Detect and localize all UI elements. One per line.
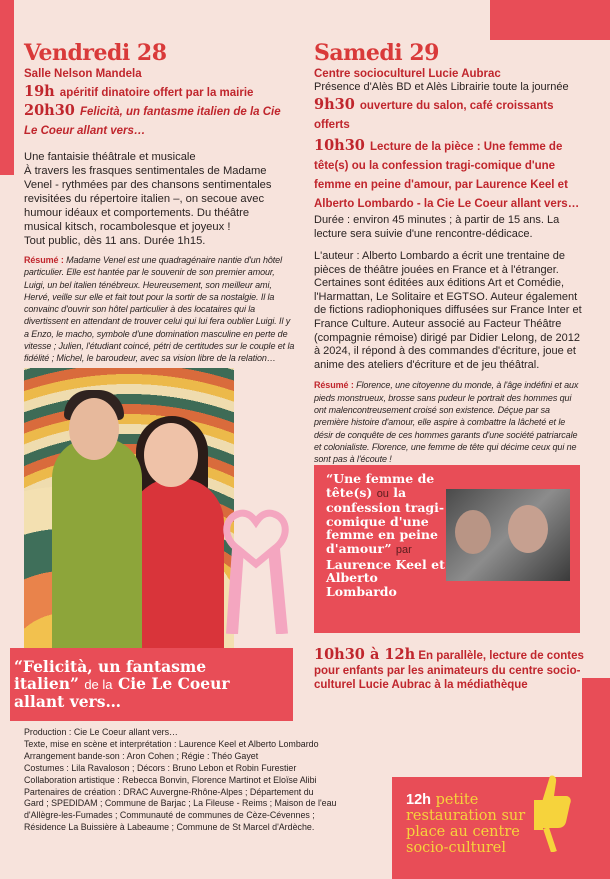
left-edge-band: [0, 0, 14, 175]
presence-line: Présence d'Alès BD et Alès Librairie toute la journée: [314, 81, 569, 93]
show-time: 20h30: [24, 102, 75, 119]
quote-authors: Laurence Keel et Alberto Lombardo: [326, 556, 445, 599]
heart-hands-icon: [218, 494, 296, 634]
resume-text: Florence, une citoyenne du monde, à l'âge indéfini et aux pieds monstrueux, brosse sans pudeur le portrait des hommes qui ont malencontreusement croisé son existence. Déçue par sa première histoire d'amour, elle aspire à combattre la lâcheté et le désir de conquête de ces hommes garants d'une société patriarcale et colonialiste. Florence, une femme de tête qui décime ceux qui ne sont pas à l'écoute !: [314, 380, 579, 465]
quote-title: “Une femme de tête(s): [326, 471, 435, 500]
reading-line: [314, 137, 584, 213]
caption-company: Cie Le Coeur allant vers…: [14, 674, 230, 711]
opening-line: [314, 96, 584, 134]
description-line: Venel - rythmées par des chansons sentimentales: [24, 179, 272, 191]
credits-block: [24, 727, 337, 834]
parallel-line: [314, 648, 584, 693]
aperitif-text: apéritif dinatoire offert par la mairie: [59, 87, 254, 99]
description-line: Tout public, dès 11 ans. Durée 1h15.: [24, 235, 206, 247]
actress-figure: [129, 478, 224, 648]
description-line: humour idéaux et comportements. Du théâtre: [24, 207, 250, 219]
lunch-text: petite restauration sur place au centre socio-culturel: [406, 792, 526, 856]
reading-title: Lecture de la pièce : Une femme de tête(s) ou la confession tragi-comique d'une femme en peine d'amour, par Laurence Keel et Alberto Lombardo - la Cie Le Coeur allant vers…: [314, 141, 580, 210]
day-title-saturday: Samedi 29: [314, 40, 439, 66]
reading-time: 10h30: [314, 137, 365, 154]
actor-face: [69, 398, 119, 460]
credit-line: Gard ; SPEDIDAM ; Commune de Barjac ; La Fileuse - Reims ; Maison de l'eau: [24, 798, 337, 809]
credit-line: Costumes : Lila Ravaloson ; Décors : Bruno Lebon et Robin Furestier: [24, 762, 297, 773]
resume-friday: [24, 254, 296, 365]
resume-saturday: [314, 379, 584, 465]
parallel-time: 10h30 à 12h: [314, 646, 416, 663]
show-photo: [24, 368, 234, 648]
show-caption: [14, 658, 264, 710]
credit-line: Résidence La Buissière à Labeaume ; Commune de St Marcel d'Ardèche.: [24, 822, 315, 833]
credit-line: Partenaires de création : DRAC Auvergne-Rhône-Alpes ; Département du: [24, 786, 314, 797]
resume-label: Résumé :: [24, 255, 64, 265]
reading-info: Durée : environ 45 minutes ; à partir de 15 ans. La lecture sera suivie d'une rencontre-dédicace.: [314, 214, 560, 240]
credit-line: Arrangement bande-son : Aron Cohen ; Régie : Théo Gayet: [24, 750, 259, 761]
actor-figure: [52, 438, 142, 648]
top-right-band: [490, 0, 610, 40]
opening-time: 9h30: [314, 96, 355, 113]
credit-line: Production : Cie Le Coeur allant vers…: [24, 727, 178, 737]
saturday-column: [314, 40, 584, 465]
venue-saturday: Centre socioculturel Lucie Aubrac: [314, 68, 501, 80]
description-line: À travers les frasques sentimentales de Madame: [24, 165, 267, 177]
reading-quote: [326, 472, 446, 598]
credit-line: Collaboration artistique : Rebecca Bonvin, Florence Martinot et Eloïse Alibi: [24, 774, 317, 785]
show-title: Felicità, un fantasme italien de la Cie Le Coeur allant vers…: [24, 106, 281, 137]
quote-ou: ou: [376, 487, 389, 500]
opening-text: ouverture du salon, café croissants offerts: [314, 100, 554, 131]
show-description: [24, 150, 296, 248]
quote-rest: la confession tragi-comique d'une femme en peine d'amour”: [326, 484, 445, 556]
show-line: [24, 102, 296, 140]
author-face-2: [508, 505, 548, 553]
day-title-friday: Vendredi 28: [24, 40, 167, 66]
aperitif-time: 19h: [24, 83, 55, 100]
caption-title: “Felicità, un fantasme italien”: [14, 657, 207, 693]
credit-line: d'Allègre-les-Fumades ; Communauté de communes de Cèze-Cévennes ;: [24, 810, 315, 821]
author-bio: L'auteur : Alberto Lombardo a écrit une trentaine de pièces de théâtre jouées en France et à l'étranger. Certaines sont éditées aux éditions Art et Comédie, l'Harmattan, Le Solitaire et EGTSO. Auteur également de fictions radiophoniques diffusées sur France Inter et France Culture. Auteur associé au Facteur Théâtre (compagnie rémoise) dirigé par Didier Lelong, de 2012 à 2024, il répond à des commandes d'écriture, joue et anime des ateliers d'écriture et de jeu théâtral.: [314, 250, 582, 371]
resume-label: Résumé :: [314, 380, 354, 391]
quote-par: par: [395, 543, 412, 556]
credit-line: Texte, mise en scène et interprétation : Laurence Keel et Alberto Lombardo: [24, 738, 319, 749]
aperitif-line: [24, 83, 296, 102]
lunch-time: 12h: [406, 792, 431, 808]
description-line: musical kitsch, rocambolesque et joyeux !: [24, 221, 231, 233]
venue-friday: Salle Nelson Mandela: [24, 68, 142, 80]
friday-column: [24, 40, 296, 365]
description-line: revisitées du répertoire italien –, on secoue avec: [24, 193, 265, 205]
actress-face: [144, 423, 198, 487]
description-line: Une fantaisie théâtrale et musicale: [24, 151, 196, 163]
caption-mid: de la: [84, 677, 113, 692]
resume-text: Madame Venel est une quadragénaire nantie d'un hôtel particulier. Elle est hantée par le souvenir de son premier amour, Luigi, un bel italien ténébreux. Heureusement, son meilleur ami, Hervé, veille sur elle et fait tout pour la sortir de sa nostalgie. Il la convainc d'ouvrir son hôtel particulier à des locataires qui la divertissent en attendant de trouver celui qui lui fera oublier Luigi. Il y a Enzo, le macho, symbole d'une domination masculine en perte de vitesse ; Julien, l'étudiant coincé, pétri de certitudes sur le couple et la fidélité ; Michel, le baroudeur, avec sa vision libre de la relation…: [24, 255, 295, 364]
parallel-event: [314, 648, 584, 693]
author-face-1: [455, 510, 491, 554]
parallel-text: En parallèle, lecture de contes pour enfants par les animateurs du centre socio-culturel Lucie Aubrac à la médiathèque: [314, 650, 584, 691]
thumbs-up-icon: [532, 772, 572, 852]
